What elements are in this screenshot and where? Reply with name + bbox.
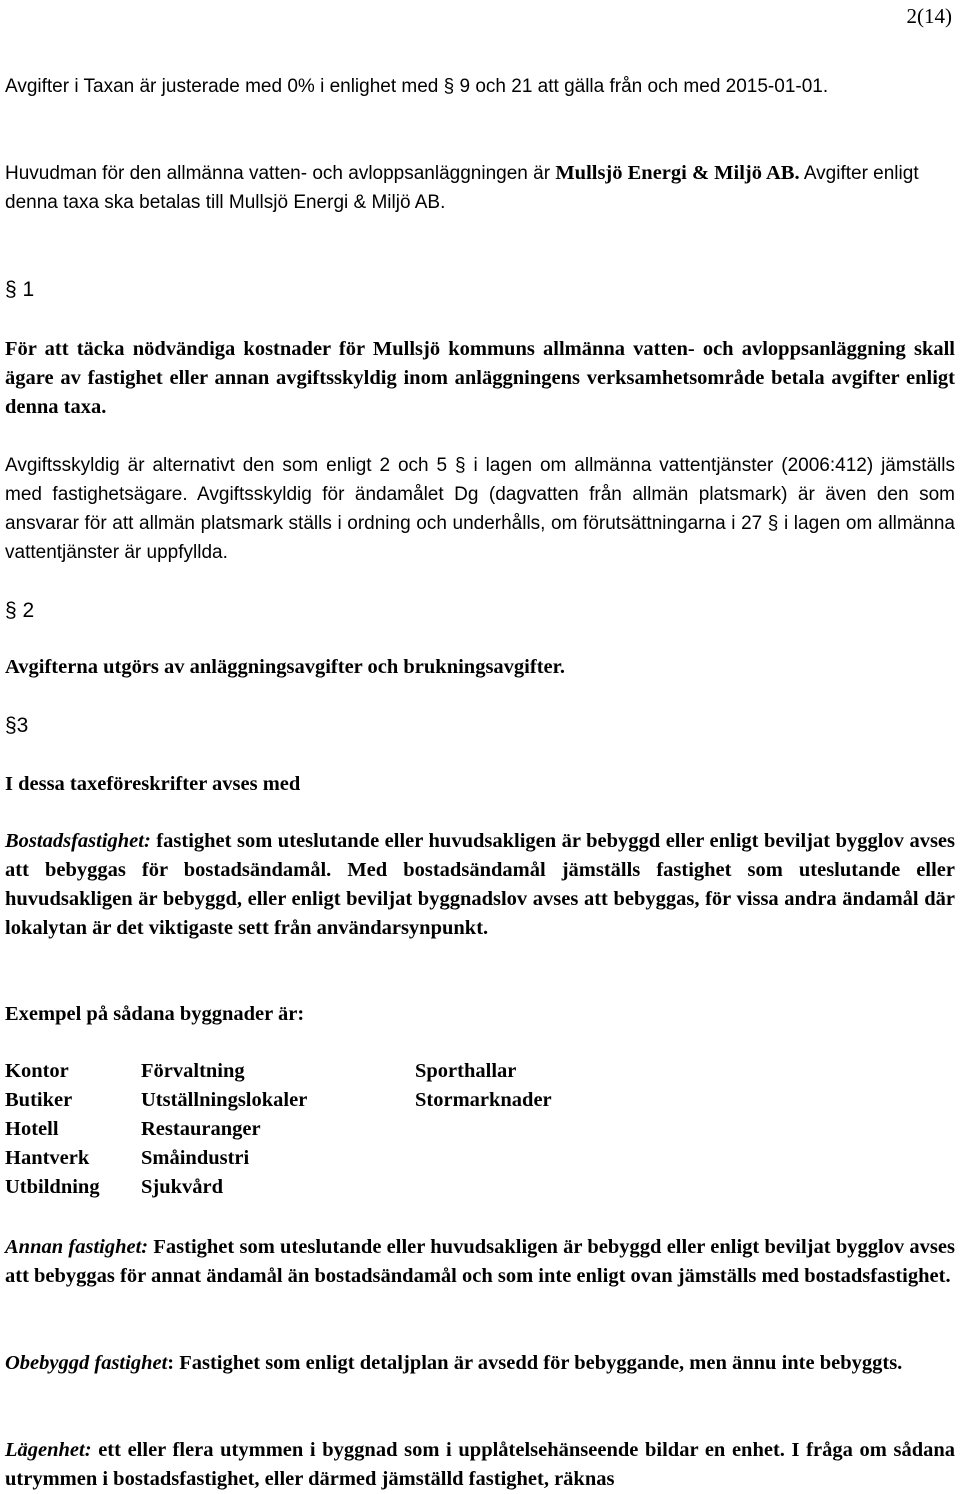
examples-row [5, 1144, 705, 1173]
section-2-bold-text: Avgifterna utgörs av anläggningsavgifter och brukningsavgifter. [5, 656, 565, 678]
example-item [415, 1115, 705, 1144]
example-item: Hotell [5, 1118, 59, 1140]
section-3-intro: I dessa taxeföreskrifter avses med [5, 773, 301, 795]
examples-list [5, 1057, 705, 1202]
intro-principal [5, 159, 955, 217]
text-obebyggd-fastighet: : Fastighet som enligt detaljplan är avsedd för bebyggande, men ännu inte bebyggts. [167, 1352, 903, 1374]
intro-adjustment [5, 72, 955, 101]
text-annan-fastighet: Fastighet som uteslutande eller huvudsakligen är bebyggd eller enligt beviljat bygglov avses att bebyggas för annat ändamål än bostadsändamål och som inte enligt ovan jämställs med bostadsfastighet. [5, 1236, 955, 1287]
section-2-heading: § 2 [5, 599, 35, 622]
example-item: Småindustri [141, 1147, 250, 1169]
text-lagenhet: ett eller flera utymmen i byggnad som i upplåtelsehänseende bildar en enhet. I fråga om sådana utrymmen i bostadsfastighet, eller därmed jämställd fastighet, räknas [5, 1439, 955, 1490]
section-3-heading: §3 [5, 714, 29, 737]
principal-suffix: Avgifter enligt denna taxa ska betalas till Mullsjö Energi & Miljö AB. [5, 163, 919, 213]
definition-obebyggd-fastighet [5, 1349, 955, 1378]
examples-row [5, 1057, 705, 1086]
example-item: Restauranger [141, 1118, 261, 1140]
example-item: Sporthallar [415, 1060, 517, 1082]
example-item [415, 1144, 705, 1173]
examples-row [5, 1115, 705, 1144]
page-number: 2(14) [906, 4, 952, 28]
definition-annan-fastighet [5, 1233, 955, 1291]
liable-alternative-text: Avgiftsskyldig är alternativt den som enligt 2 och 5 § i lagen om allmänna vattentjänster (2006:412) jämställs med fastighetsägare. [5, 455, 955, 505]
example-item: Stormarknader [415, 1089, 552, 1111]
term-obebyggd-fastighet: Obebyggd fastighet [5, 1352, 168, 1374]
section-1-bold-text: För att täcka nödvändiga kostnader för Mullsjö kommuns allmänna vatten- och avloppsanläggning skall ägare av fastighet eller annan avgiftsskyldig inom anläggningens verksamhetsområde betala avgifter enligt denna taxa. [5, 338, 955, 418]
definition-bostadsfastighet [5, 827, 955, 943]
section-1-heading: § 1 [5, 278, 35, 301]
example-item: Utbildning [5, 1176, 100, 1198]
example-item: Butiker [5, 1089, 73, 1111]
example-item: Kontor [5, 1060, 69, 1082]
examples-row [5, 1173, 705, 1202]
liable-stormwater-text: Avgiftsskyldig för ändamålet Dg (dagvatten från allmän platsmark) är även den som ansvarar för att allmän platsmark ställs i ordning och underhålls, om förutsättningarna i 27 § i lagen om allmänna vattentjänster är uppfyllda. [5, 484, 955, 563]
example-item: Förvaltning [141, 1060, 245, 1082]
text-bostadsfastighet: fastighet som uteslutande eller huvudsakligen är bebyggd eller enligt beviljat bygglov avses att bebyggas för bostadsändamål. Med bostadsändamål jämställs fastighet som uteslutande eller huvudsakligen är bebyggd, eller enligt beviljat byggnadslov avses att bebyggas, för vissa andra ändamål där lokalytan är det viktigaste sett från användarsynpunkt. [5, 830, 955, 939]
examples-row [5, 1086, 705, 1115]
principal-name: Mullsjö Energi & Miljö AB. [555, 162, 800, 184]
example-item: Sjukvård [141, 1176, 224, 1198]
example-item: Hantverk [5, 1147, 90, 1169]
adjustment-text: Avgifter i Taxan är justerade med 0% i enlighet med § 9 och 21 att gälla från och med 2015-01-01. [5, 76, 829, 97]
term-lagenhet: Lägenhet: [5, 1439, 92, 1461]
term-annan-fastighet: Annan fastighet: [5, 1236, 149, 1258]
example-item: Utställningslokaler [141, 1089, 308, 1111]
examples-heading: Exempel på sådana byggnader är: [5, 1003, 305, 1025]
term-bostadsfastighet: Bostadsfastighet: [5, 830, 151, 852]
section-1-paragraph [5, 451, 955, 567]
definition-lagenhet [5, 1436, 955, 1494]
principal-prefix: Huvudman för den allmänna vatten- och avloppsanläggningen är [5, 163, 556, 184]
example-item [415, 1173, 705, 1202]
